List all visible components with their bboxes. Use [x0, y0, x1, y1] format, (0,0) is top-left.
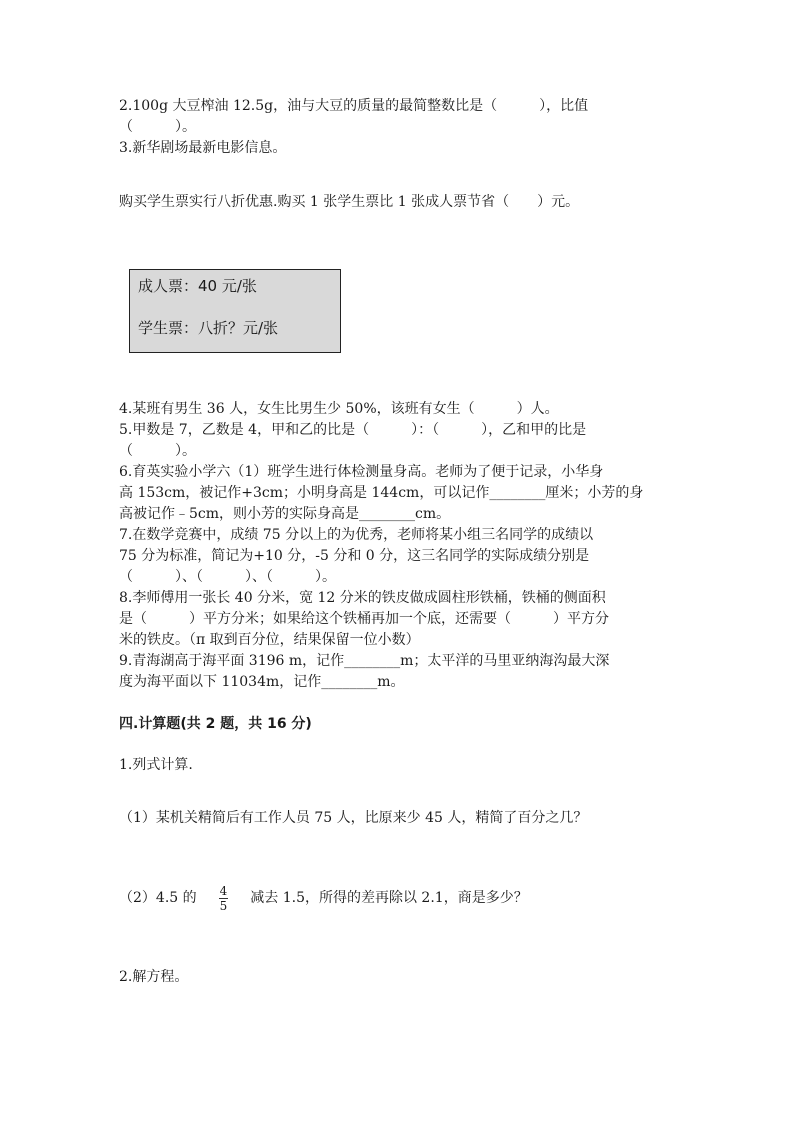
- worksheet-page: [119, 96, 679, 988]
- question-7-line-1: 7.在数学竞赛中，成绩 75 分以上的为优秀，老师将某小组三名同学的成绩以: [119, 527, 594, 543]
- question-2-line-1: 2.100g 大豆榨油 12.5g，油与大豆的质量的最简整数比是（ ），比值: [119, 98, 589, 114]
- question-6-line-1: 6.育英实验小学六（1）班学生进行体检测量身高。老师为了便于记录，小华身: [119, 464, 604, 480]
- question-6-line-3: 高被记作﹣5cm，则小芳的实际身高是________cm。: [119, 506, 451, 522]
- question-9-line-1: 9.青海湖高于海平面 3196 m，记作________m；太平洋的马里亚纳海沟最大深: [119, 653, 610, 669]
- section-4-problem-1-title: 1.列式计算.: [119, 757, 193, 773]
- question-7: [119, 525, 679, 588]
- fraction-four-fifths: [219, 884, 229, 913]
- question-8: [119, 588, 679, 651]
- section-4-heading: 四.计算题(共 2 题，共 16 分): [119, 716, 312, 732]
- section-4-problem-1a: （1）某机关精简后有工作人员 75 人，比原来少 45 人，精简了百分之几？: [119, 810, 588, 826]
- question-5-line-1: 5.甲数是 7，乙数是 4，甲和乙的比是（ ）：（ ），乙和甲的比是: [119, 422, 587, 438]
- question-6-line-2: 高 153cm，被记作+3cm；小明身高是 144cm，可以记作________厘米；小芳的身: [119, 485, 644, 501]
- question-9-line-2: 度为海平面以下 11034m，记作________m。: [119, 674, 405, 690]
- problem-1b-prefix: （2）4.5 的: [119, 890, 197, 906]
- question-5-line-2: （ ）。: [119, 443, 196, 459]
- question-3: [119, 138, 679, 353]
- section-4-problem-2-title: 2.解方程。: [119, 969, 189, 985]
- section-4-problem-1b: [119, 881, 679, 915]
- ticket-price-box: [129, 269, 341, 353]
- question-8-line-2: 是（ ）平方分米；如果给这个铁桶再加一个底，还需要（ ）平方分: [119, 611, 609, 627]
- question-4-line: 4.某班有男生 36 人，女生比男生少 50%，该班有女生（ ）人。: [119, 401, 559, 417]
- question-2: [119, 96, 679, 138]
- question-3-title: 3.新华剧场最新电影信息。: [119, 140, 287, 156]
- fraction-denominator: 5: [219, 898, 228, 913]
- question-9: [119, 651, 679, 693]
- question-8-line-1: 8.李师傅用一张长 40 分米，宽 12 分米的铁皮做成圆柱形铁桶，铁桶的侧面积: [119, 590, 606, 606]
- question-6: [119, 462, 679, 525]
- fraction-numerator: 4: [219, 883, 228, 898]
- question-8-line-3: 米的铁皮。（π 取到百分位，结果保留一位小数）: [119, 632, 420, 648]
- problem-1b-suffix: 减去 1.5，所得的差再除以 2.1，商是多少？: [250, 890, 528, 906]
- question-2-line-2: （ ）。: [119, 119, 196, 135]
- question-7-line-3: （ ）、（ ）、（ ）。: [119, 569, 336, 585]
- question-7-line-2: 75 分为标准，简记为+10 分，-5 分和 0 分，这三名同学的实际成绩分别是: [119, 548, 590, 564]
- adult-ticket-price: 成人票：40 元/张: [138, 277, 257, 295]
- student-ticket-price: 学生票：八折？元/张: [138, 319, 279, 337]
- section-4: [119, 714, 679, 988]
- question-3-text: 购买学生票实行八折优惠.购买 1 张学生票比 1 张成人票节省（ ）元。: [119, 194, 580, 210]
- question-4: [119, 399, 679, 420]
- question-5: [119, 420, 679, 462]
